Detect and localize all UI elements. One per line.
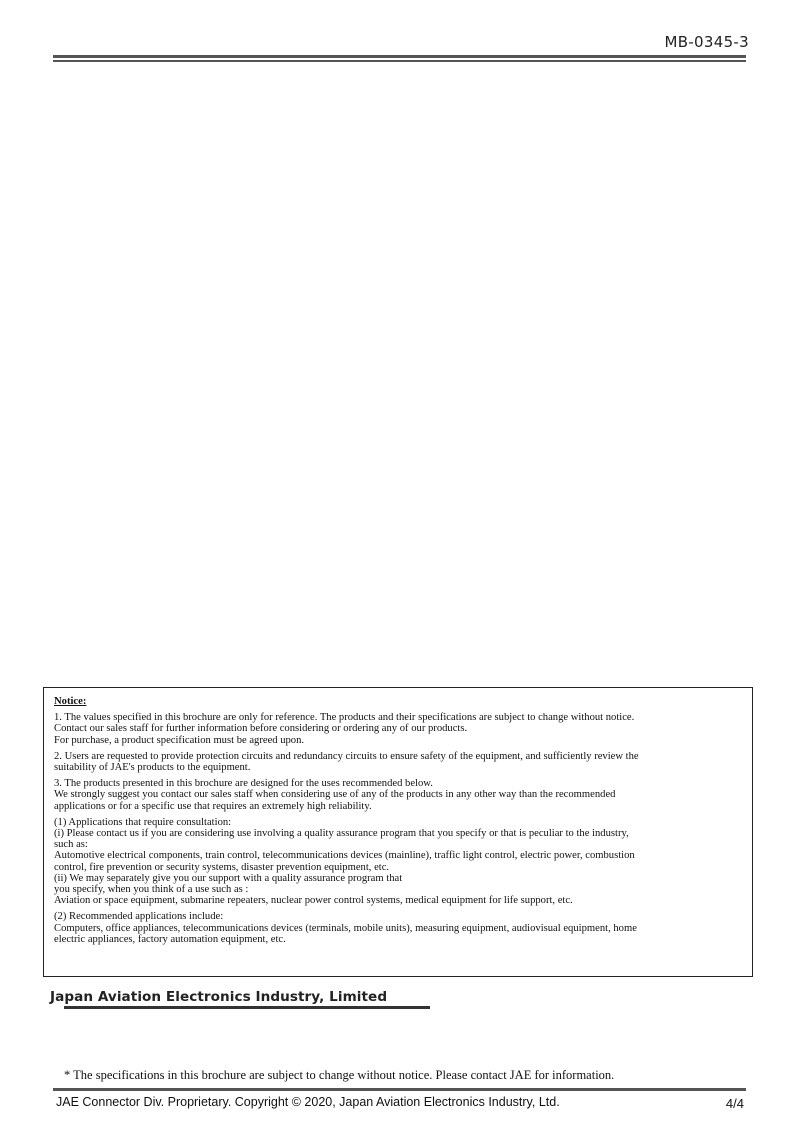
notice-paragraph: [54, 712, 742, 746]
notice-paragraph: [54, 778, 742, 812]
notice-line: Aviation or space equipment, submarine repeaters, nuclear power control systems, medical equipment for life support, etc.: [54, 895, 573, 907]
notice-line: (1) Applications that require consultation:: [54, 816, 232, 828]
footer-disclaimer: * The specifications in this brochure are subject to change without notice. Please contact JAE for information.: [64, 1068, 615, 1082]
company-logo-underline: [64, 1006, 430, 1009]
page-number: 4/4: [725, 1096, 744, 1111]
notice-line: 1. The values specified in this brochure are only for reference. The products and their specifications are subject to change without notice.: [54, 712, 635, 724]
notice-line: suitability of JAE's products to the equipment.: [54, 762, 251, 774]
footer-rule: [53, 1088, 746, 1091]
notice-line: (i) Please contact us if you are considering use involving a quality assurance program that you specify or that is peculiar to the industry,: [54, 828, 629, 840]
notice-line: For purchase, a product specification must be agreed upon.: [54, 734, 305, 746]
notice-line: 3. The products presented in this brochure are designed for the uses recommended below.: [54, 778, 433, 790]
notice-line: Contact our sales staff for further information before considering or ordering any of our products.: [54, 723, 468, 735]
notice-line: applications or for a specific use that requires an extremely high reliability.: [54, 800, 372, 812]
notice-paragraph: [54, 817, 742, 907]
company-logo-text: Japan Aviation Electronics Industry, Limited: [50, 989, 388, 1005]
notice-paragraph: [54, 911, 742, 945]
header-rule-thin: [53, 60, 746, 62]
notice-line: We strongly suggest you contact our sales staff when considering use of any of the products in any other way than the recommended: [54, 789, 616, 801]
notice-line: you specify, when you think of a use such as :: [54, 884, 249, 896]
notice-line: Computers, office appliances, telecommunications devices (terminals, mobile units), measuring equipment, audiovisual equipment, home: [54, 922, 637, 934]
notice-paragraphs: [54, 712, 742, 945]
notice-line: Automotive electrical components, train control, telecommunications devices (mainline), traffic light control, electric power, combustion: [54, 850, 635, 862]
notice-line: control, fire prevention or security systems, disaster prevention equipment, etc.: [54, 861, 390, 873]
notice-line: (ii) We may separately give you our support with a quality assurance program that: [54, 872, 403, 884]
notice-box: [43, 687, 753, 977]
footer-copyright: JAE Connector Div. Proprietary. Copyright © 2020, Japan Aviation Electronics Industry, Ltd.: [56, 1095, 560, 1109]
notice-paragraph: [54, 751, 742, 773]
notice-line: electric appliances, factory automation equipment, etc.: [54, 933, 286, 945]
header-rule-thick: [53, 55, 746, 58]
notice-line: (2) Recommended applications include:: [54, 911, 224, 923]
notice-line: 2. Users are requested to provide protection circuits and redundancy circuits to ensure safety of the equipment, and sufficiently review the: [54, 750, 639, 762]
company-logo: [50, 989, 430, 1009]
notice-title: Notice:: [54, 696, 87, 707]
notice-line: such as:: [54, 839, 88, 851]
document-number: MB-0345-3: [664, 33, 749, 51]
